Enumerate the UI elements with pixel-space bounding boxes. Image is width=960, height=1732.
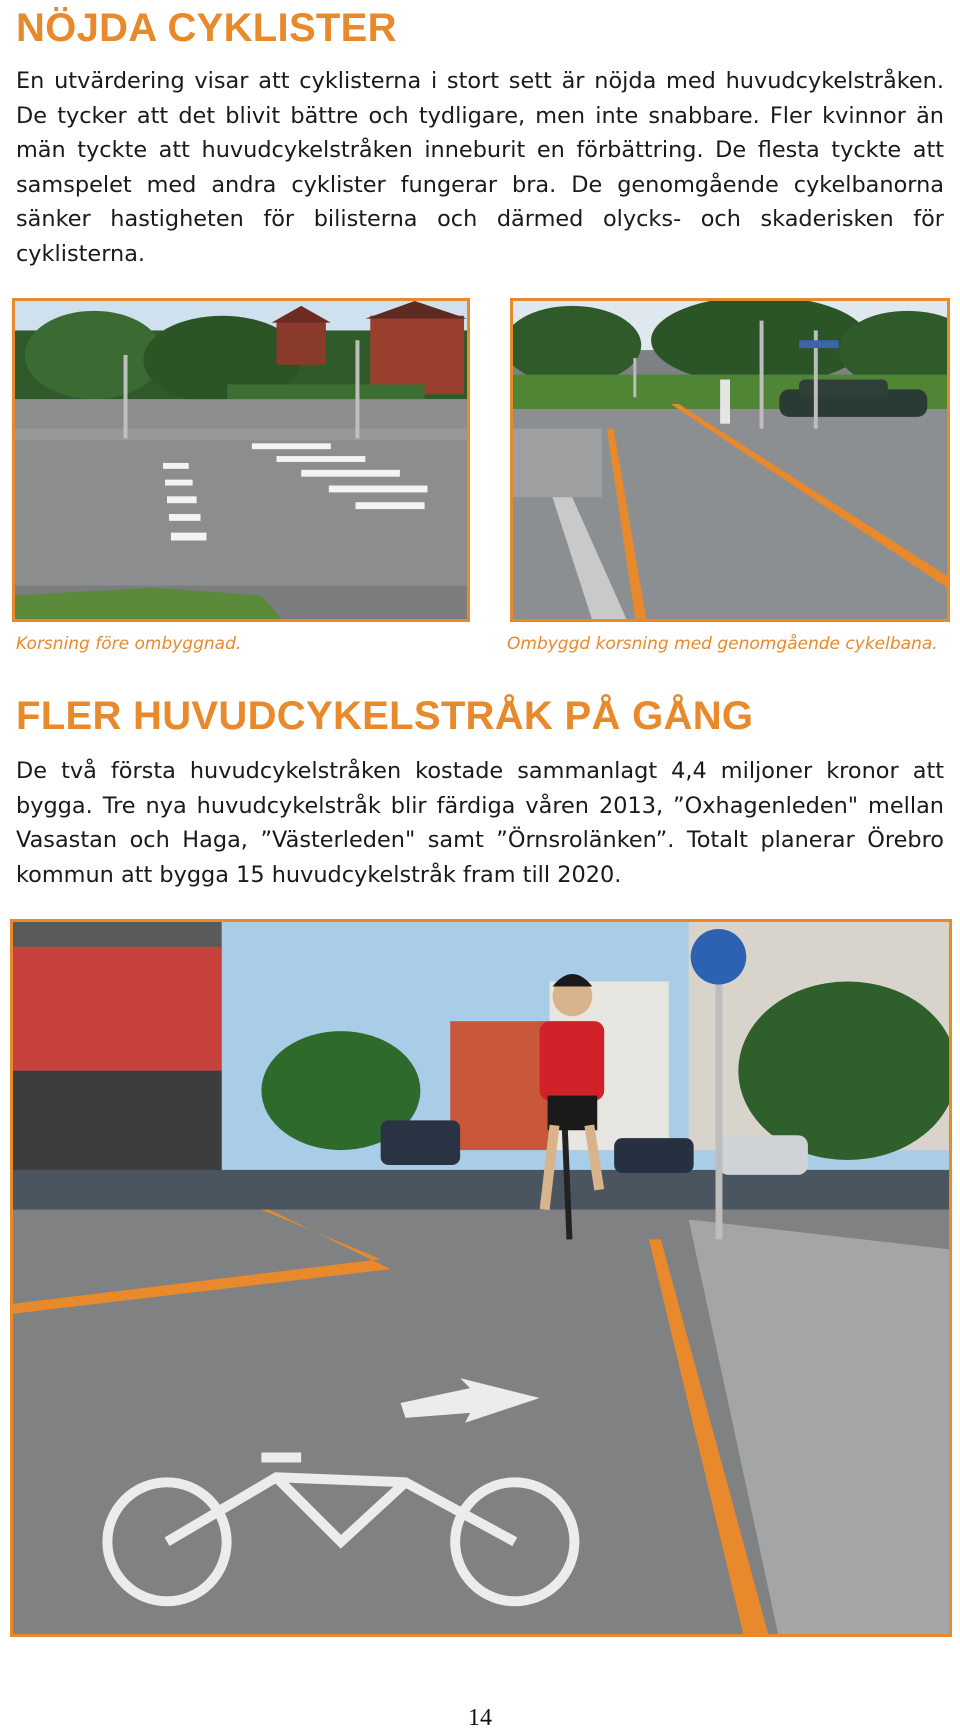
page-number: 14 [468,1705,492,1731]
section-body-satisfied-cyclists: En utvärdering visar att cyklisterna i stort sett är nöjda med huvudcykelstråken. De tycker att det blivit bättre och tydligare, men inte snabbare. Fler kvinnor än män tyckte att huvudcykelstråken inneburit en förbättring. De flesta tyckte att samspelet med andra cyklister fungerar bra. De genomgående cykelbanorna sänker hastigheten för bilisterna och därmed olycks- och skaderisken för cyklisterna. [16,68,944,267]
caption-after: Ombyggd korsning med genomgående cykelbana. [507,634,938,654]
section-title-satisfied-cyclists: NÖJDA CYKLISTER [16,6,397,50]
photo-intersection-before [12,298,470,622]
section-title-more-routes: FLER HUVUDCYKELSTRÅK PÅ GÅNG [16,694,754,738]
caption-before: Korsning före ombyggnad. [16,634,242,654]
section-body-more-routes: De två första huvudcykelstråken kostade sammanlagt 4,4 miljoner kronor att bygga. Tre nya huvudcykelstråk blir färdiga våren 2013, ”Oxhagenleden" mellan Vasastan och Haga, ”Västerleden" samt ”Örnsrolänken”. Totalt planerar Örebro kommun att bygga 15 huvudcykelstråk fram till 2020. [16,758,944,888]
photo-intersection-after [510,298,950,622]
photo-cyclist-on-path [10,919,952,1637]
